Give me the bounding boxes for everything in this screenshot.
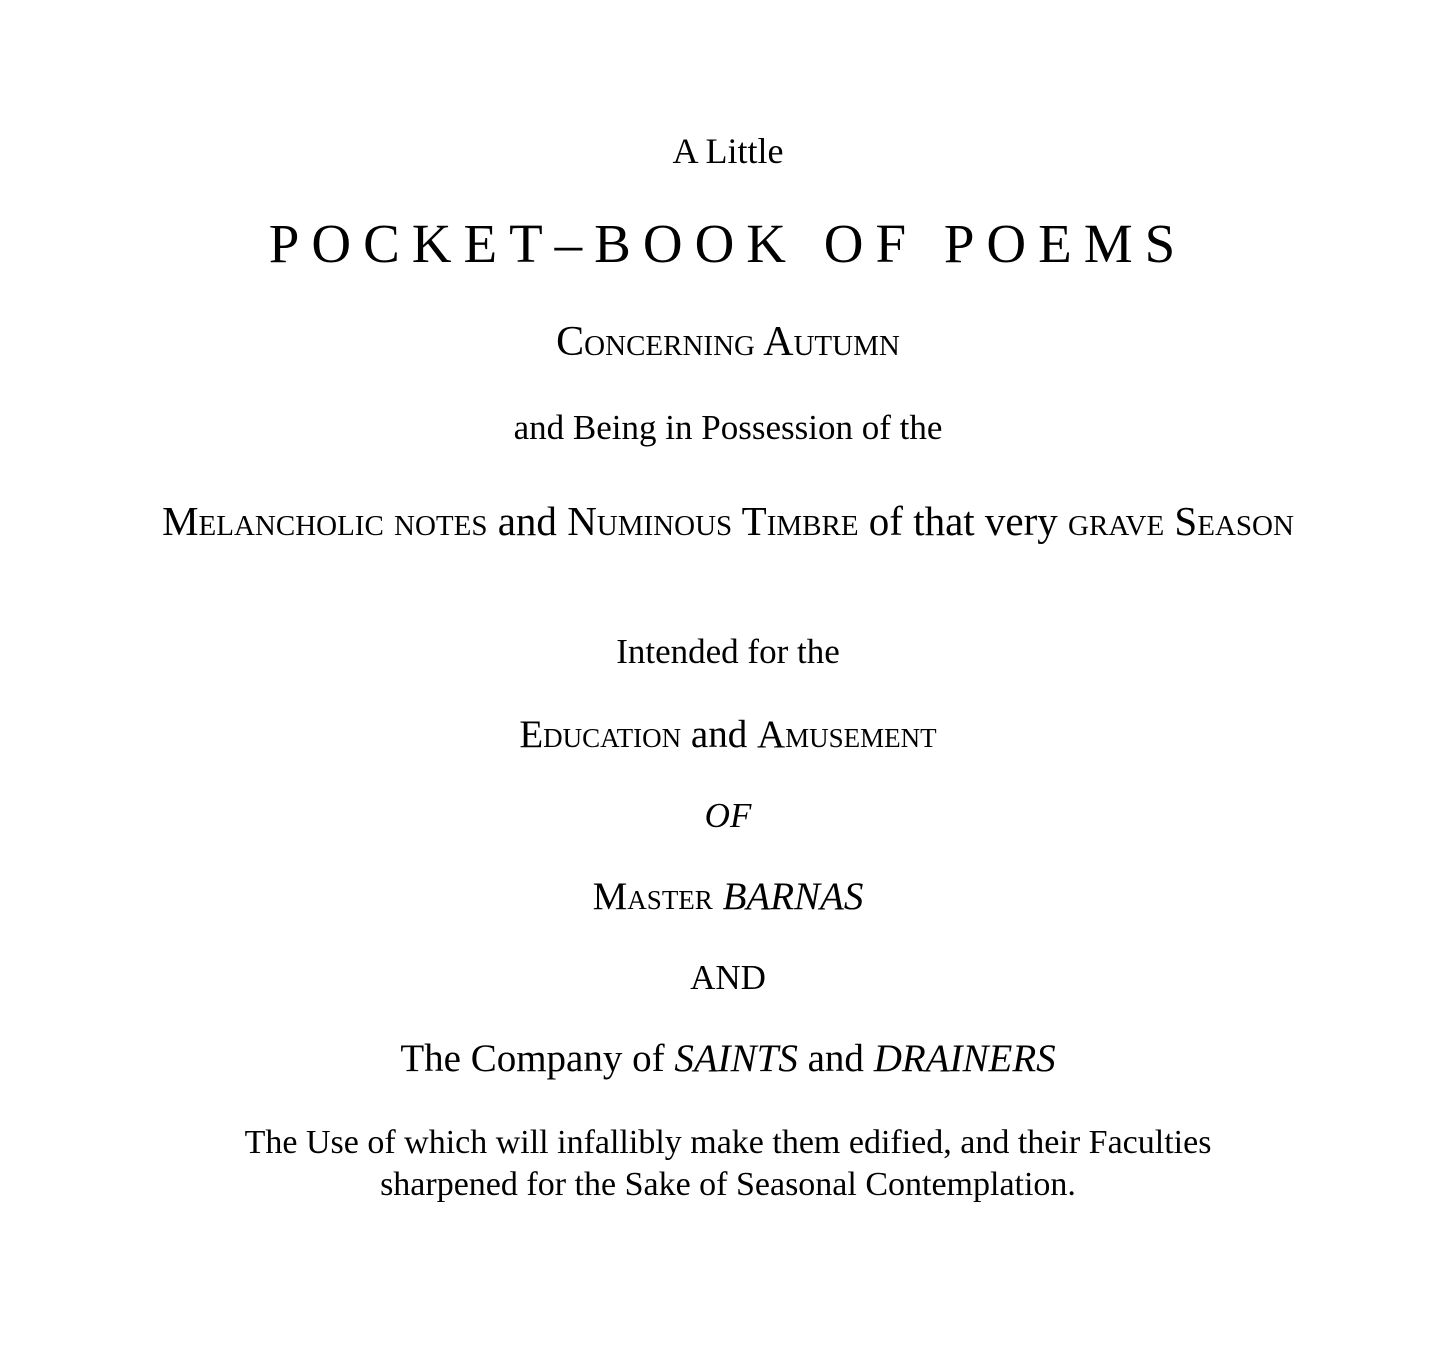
company-line (0, 1036, 1456, 1081)
subtitle: Concerning Autumn (556, 319, 900, 365)
education-and: and (681, 713, 757, 756)
melancholic-of-that: of that very (858, 498, 1069, 544)
use-line-1: The Use of which will infallibly make them edified, and their Faculties (244, 1124, 1212, 1161)
numinous-timbre: Numinous Timbre (567, 498, 859, 544)
master-name: BARNAS (722, 875, 864, 918)
education-line (0, 712, 1456, 757)
education-word: Education (519, 713, 682, 756)
company-prefix: The Company of (400, 1037, 675, 1080)
use-paragraph (0, 1122, 1456, 1206)
drainers-word: DRAINERS (873, 1037, 1056, 1080)
melancholic-and: and (487, 498, 568, 544)
and-line: AND (690, 958, 766, 997)
intended-line: Intended for the (616, 632, 840, 671)
amusement-word: Amusement (756, 713, 937, 756)
melancholic-notes: Melancholic notes (162, 498, 488, 544)
melancholic-line (0, 494, 1456, 548)
of-line: OF (704, 796, 752, 835)
saints-word: SAINTS (674, 1037, 798, 1080)
intro-line: A Little (672, 131, 784, 171)
use-line-2: sharpened for the Sake of Seasonal Contemplation. (380, 1166, 1076, 1203)
company-and: and (797, 1037, 874, 1080)
master-line (0, 874, 1456, 919)
master-prefix: Master (592, 875, 723, 918)
being-line: and Being in Possession of the (513, 408, 943, 447)
main-title: POCKET–BOOK OF POEMS (268, 213, 1188, 274)
grave-season: grave Season (1068, 498, 1294, 544)
